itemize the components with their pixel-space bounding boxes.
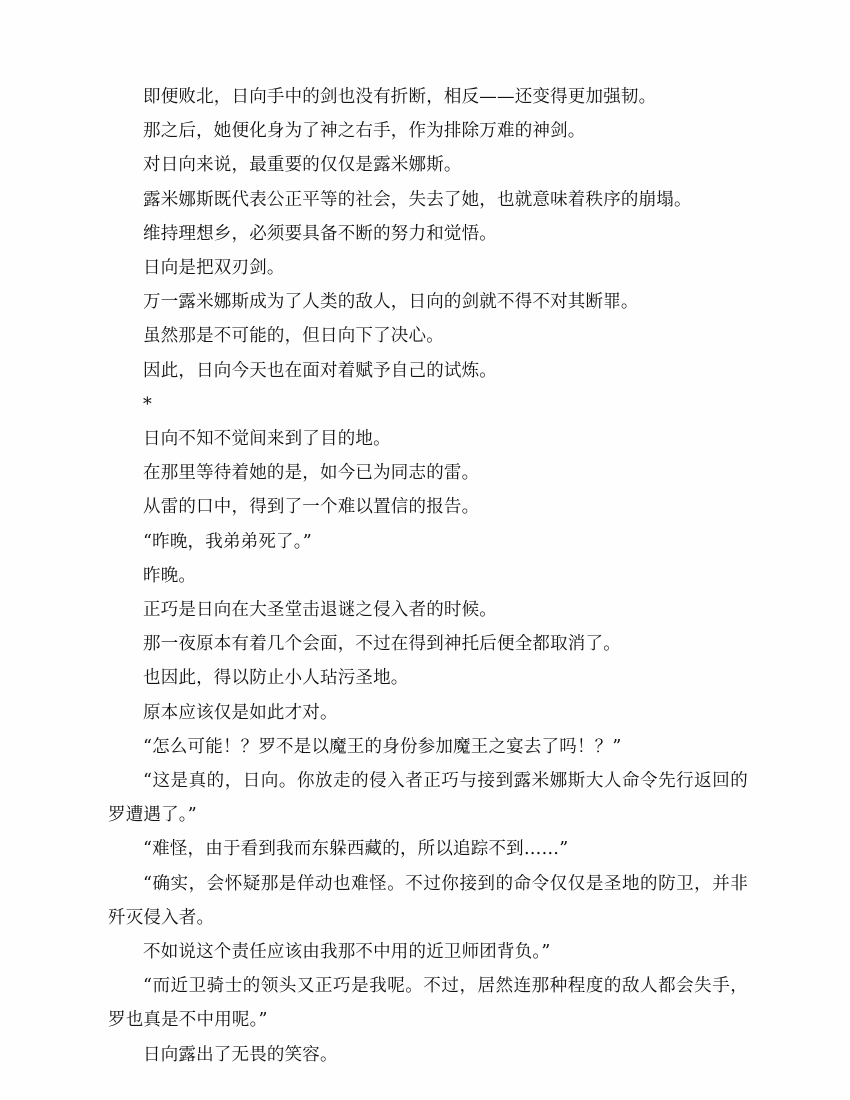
paragraph: 虽然那是不可能的，但日向下了决心。 (143, 326, 444, 347)
paragraph: 日向是把双刃剑。 (143, 258, 285, 279)
paragraph: 日向不知不觉间来到了目的地。 (143, 429, 391, 450)
paragraph: 昨晚。 (143, 565, 197, 586)
paragraph: 正巧是日向在大圣堂击退谜之侵入者的时候。 (143, 600, 497, 621)
paragraph: 日向露出了无畏的笑容。 (143, 1044, 338, 1065)
paragraph: “难怪，由于看到我而东躲西藏的，所以追踪不到……” (143, 839, 569, 860)
section-separator: * (143, 394, 152, 415)
paragraph: 原本应该仅是如此才对。 (143, 702, 338, 723)
paragraph: “怎么可能！？罗不是以魔王的身份参加魔王之宴去了吗！？” (143, 736, 622, 757)
paragraph: 也因此，得以防止小人玷污圣地。 (143, 668, 409, 689)
paragraph: “而近卫骑士的领头又正巧是我呢。不过，居然连那种程度的敌人都会失手，罗也真是不中用呢。” (108, 976, 748, 1031)
paragraph: “昨晚，我弟弟死了。” (143, 531, 312, 552)
paragraph: 那之后，她便化身为了神之右手，作为排除万难的神剑。 (143, 121, 586, 142)
paragraph: 露米娜斯既代表公正平等的社会，失去了她，也就意味着秩序的崩塌。 (143, 189, 692, 210)
paragraph: 万一露米娜斯成为了人类的敌人，日向的剑就不得不对其断罪。 (143, 292, 639, 313)
paragraph: “确实，会怀疑那是佯动也难怪。不过你接到的命令仅仅是圣地的防卫，并非歼灭侵入者。 (108, 873, 748, 928)
body-text-column (108, 80, 748, 1072)
paragraph: 对日向来说，最重要的仅仅是露米娜斯。 (143, 155, 462, 176)
paragraph: “这是真的，日向。你放走的侵入者正巧与接到露米娜斯大人命令先行返回的罗遭遇了。” (108, 771, 748, 826)
paragraph: 不如说这个责任应该由我那不中用的近卫师团背负。” (143, 942, 551, 963)
paragraph: 因此，日向今天也在面对着赋予自己的试炼。 (143, 360, 497, 381)
paragraph: 在那里等待着她的是，如今已为同志的雷。 (143, 463, 480, 484)
paragraph: 维持理想乡，必须要具备不断的努力和觉悟。 (143, 223, 497, 244)
paragraph: 从雷的口中，得到了一个难以置信的报告。 (143, 497, 480, 518)
paragraph: 那一夜原本有着几个会面，不过在得到神托后便全都取消了。 (143, 634, 621, 655)
paragraph: 即便败北，日向手中的剑也没有折断，相反——还变得更加强韧。 (143, 87, 657, 107)
